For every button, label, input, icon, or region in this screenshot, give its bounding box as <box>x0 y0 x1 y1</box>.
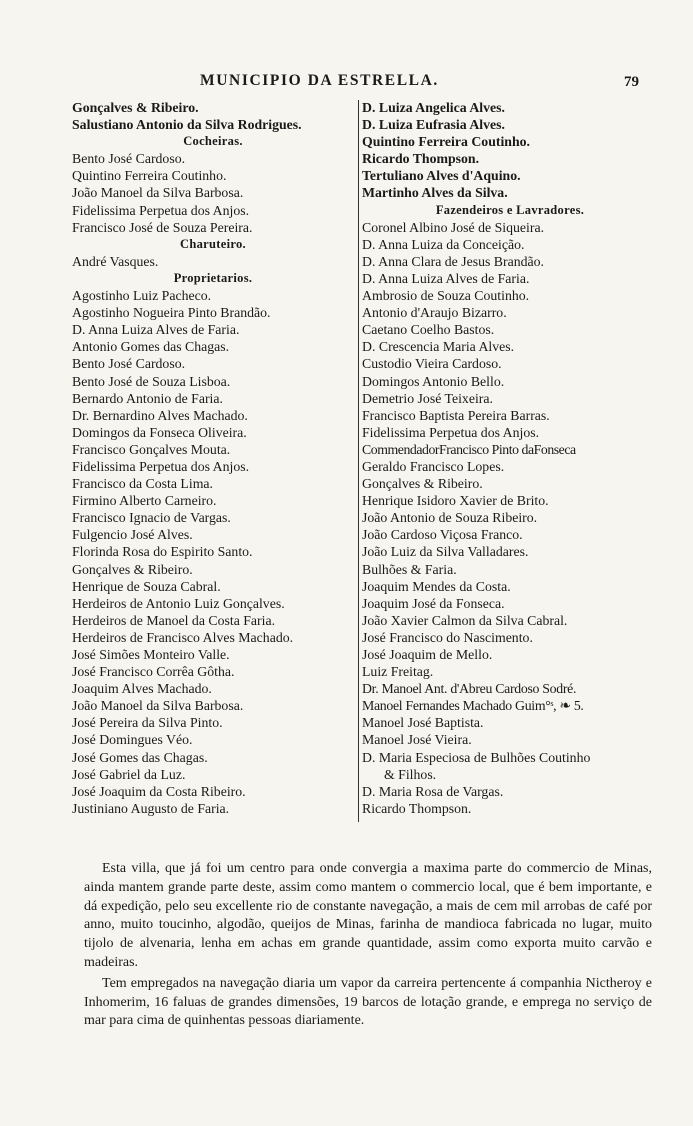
list-item: José Joaquim da Costa Ribeiro. <box>72 783 246 799</box>
list-item: Quintino Ferreira Coutinho. <box>72 168 227 184</box>
list-item: D. Anna Luiza Alves de Faria. <box>72 322 240 338</box>
list-item: Agostinho Luiz Pacheco. <box>72 288 212 304</box>
list-item: Joaquim José da Fonseca. <box>362 595 505 611</box>
list-item: Salustiano Antonio da Silva Rodrigues. <box>72 117 302 133</box>
section-heading-cocheiras: Cocheiras. <box>183 134 243 149</box>
list-item: João Xavier Calmon da Silva Cabral. <box>362 612 568 628</box>
list-item: João Antonio de Souza Ribeiro. <box>362 510 538 526</box>
list-item: Herdeiros de Francisco Alves Machado. <box>72 629 294 645</box>
list-item: Francisco da Costa Lima. <box>72 476 214 492</box>
list-item: Manoel Fernandes Machado Guim°ˢ, ❧ 5. <box>362 698 584 714</box>
list-item: Martinho Alves da Silva. <box>362 185 508 201</box>
list-item: Henrique de Souza Cabral. <box>72 578 221 594</box>
list-item: Gonçalves & Ribeiro. <box>72 561 193 577</box>
list-item: Bento José Cardoso. <box>72 151 186 167</box>
list-item: Coronel Albino José de Siqueira. <box>362 219 545 235</box>
list-item: D. Maria Especiosa de Bulhões Coutinho <box>362 749 591 765</box>
section-heading-fazendeiros: Fazendeiros e Lavradores. <box>435 202 585 217</box>
column-divider <box>358 100 359 822</box>
list-item: Caetano Coelho Bastos. <box>362 322 495 338</box>
list-item: José Domingues Véo. <box>72 732 193 748</box>
list-item: Quintino Ferreira Coutinho. <box>362 134 530 150</box>
list-item: Tertuliano Alves d'Aquino. <box>362 168 521 184</box>
list-item: Manoel José Baptista. <box>362 715 484 731</box>
list-item: José Pereira da Silva Pinto. <box>72 715 223 731</box>
right-column <box>362 99 658 817</box>
list-item: José Francisco Corrêa Gôtha. <box>72 664 235 680</box>
list-item: Custodio Vieira Cardoso. <box>362 356 502 372</box>
list-item: Bento José de Souza Lisboa. <box>72 373 231 389</box>
paragraph: Tem empregados na navegação diaria um vapor da carreira pertencente á companhia Nictheroy e Inhomerim, 16 faluas de grandes dimensões, 19 barcos de lotação grande, e emprega no serviço de mar para cima de quinhentas pessoas diariamente. <box>84 975 652 1029</box>
list-item: Bento José Cardoso. <box>72 356 186 372</box>
list-item: Francisco José de Souza Pereira. <box>72 219 253 235</box>
list-item: Demetrio José Teixeira. <box>362 390 493 406</box>
left-continued-list <box>70 99 356 133</box>
list-item: D. Maria Rosa de Vargas. <box>362 783 504 799</box>
list-item: Henrique Isidoro Xavier de Brito. <box>362 493 549 509</box>
list-item: D. Anna Clara de Jesus Brandão. <box>362 253 545 269</box>
list-item: João Manoel da Silva Barbosa. <box>72 185 244 201</box>
list-item: José Gomes das Chagas. <box>72 749 208 765</box>
paragraph: Esta villa, que já foi um centro para onde convergia a maxima parte do commercio de Minas, ainda mantem grande parte deste, assim como mantem o commercio local, que é bem importante, e dá expedição, pelo seu excellente rio de constante navegação, a mais de cem mil arrobas de café por anno, muito toucinho, algodão, queijos de Minas, farinha de mandioca fabricada no lugar, muito tijolo de alvenaria, lenha em achas em grande quantidade, assim como exporta muito carvão e madeiras. <box>84 861 652 970</box>
section-heading-proprietarios: Proprietarios. <box>173 270 253 285</box>
section-heading-charuteiro: Charuteiro. <box>180 236 246 251</box>
body-text <box>84 860 652 1031</box>
list-item: Domingos da Fonseca Oliveira. <box>72 424 247 440</box>
list-item: Dr. Bernardino Alves Machado. <box>72 407 248 423</box>
list-item: Fidelissima Perpetua dos Anjos. <box>72 202 250 218</box>
page-header <box>0 72 693 94</box>
list-item: D. Anna Luiza da Conceição. <box>362 236 525 252</box>
list-item: Gonçalves & Ribeiro. <box>362 476 483 492</box>
list-item: Bulhões & Faria. <box>362 561 457 577</box>
list-item: Ricardo Thompson. <box>362 151 480 167</box>
list-item: Bernardo Antonio de Faria. <box>72 390 223 406</box>
page-title: MUNICIPIO DA ESTRELLA. <box>200 72 439 89</box>
list-item: Agostinho Nogueira Pinto Brandão. <box>72 305 271 321</box>
left-column <box>70 99 356 817</box>
list-item: Fulgencio José Alves. <box>72 527 193 543</box>
list-item: José Francisco do Nascimento. <box>362 629 533 645</box>
list-item: CommendadorFrancisco Pinto daFonseca <box>362 441 576 457</box>
list-item: Francisco Baptista Pereira Barras. <box>362 407 550 423</box>
list-item: Fidelissima Perpetua dos Anjos. <box>72 458 250 474</box>
list-item: Luiz Freitag. <box>362 664 434 680</box>
right-continued-list <box>362 99 658 202</box>
list-item: Manoel José Vieira. <box>362 732 472 748</box>
list-item: Herdeiros de Antonio Luiz Gonçalves. <box>72 595 285 611</box>
list-item: João Cardoso Viçosa Franco. <box>362 527 523 543</box>
list-item: Justiniano Augusto de Faria. <box>72 800 230 816</box>
list-item: Gonçalves & Ribeiro. <box>72 100 199 115</box>
list-item: Domingos Antonio Bello. <box>362 373 505 389</box>
list-item: D. Anna Luiza Alves de Faria. <box>362 270 530 286</box>
list-item: Dr. Manoel Ant. d'Abreu Cardoso Sodré. <box>362 681 577 697</box>
list-item: Joaquim Mendes da Costa. <box>362 578 511 594</box>
list-item: Geraldo Francisco Lopes. <box>362 458 505 474</box>
list-item: D. Luiza Angelica Alves. <box>362 100 505 115</box>
list-item: Fidelissima Perpetua dos Anjos. <box>362 424 540 440</box>
list-item: D. Luiza Eufrasia Alves. <box>362 117 505 133</box>
list-item: Ricardo Thompson. <box>362 800 472 816</box>
list-item: Florinda Rosa do Espirito Santo. <box>72 544 253 560</box>
page-number: 79 <box>624 74 639 90</box>
list-item: D. Crescencia Maria Alves. <box>362 339 515 355</box>
list-item: Ambrosio de Souza Coutinho. <box>362 288 530 304</box>
list-item: Antonio Gomes das Chagas. <box>72 339 230 355</box>
list-item: José Simões Monteiro Valle. <box>72 647 230 662</box>
list-item: José Gabriel da Luz. <box>72 766 186 782</box>
list-item: João Luiz da Silva Valladares. <box>362 544 529 560</box>
list-item-continuation: & Filhos. <box>384 766 437 782</box>
list-item: Herdeiros de Manoel da Costa Faria. <box>72 612 276 628</box>
list-item: Francisco Ignacio de Vargas. <box>72 510 231 526</box>
list-item: João Manoel da Silva Barbosa. <box>72 698 244 714</box>
list-item: André Vasques. <box>72 253 159 269</box>
list-item: Firmino Alberto Carneiro. <box>72 493 217 509</box>
list-item: Francisco Gonçalves Mouta. <box>72 441 231 457</box>
list-item: Joaquim Alves Machado. <box>72 681 212 697</box>
list-item: José Joaquim de Mello. <box>362 647 493 662</box>
list-item: Antonio d'Araujo Bizarro. <box>362 305 507 321</box>
